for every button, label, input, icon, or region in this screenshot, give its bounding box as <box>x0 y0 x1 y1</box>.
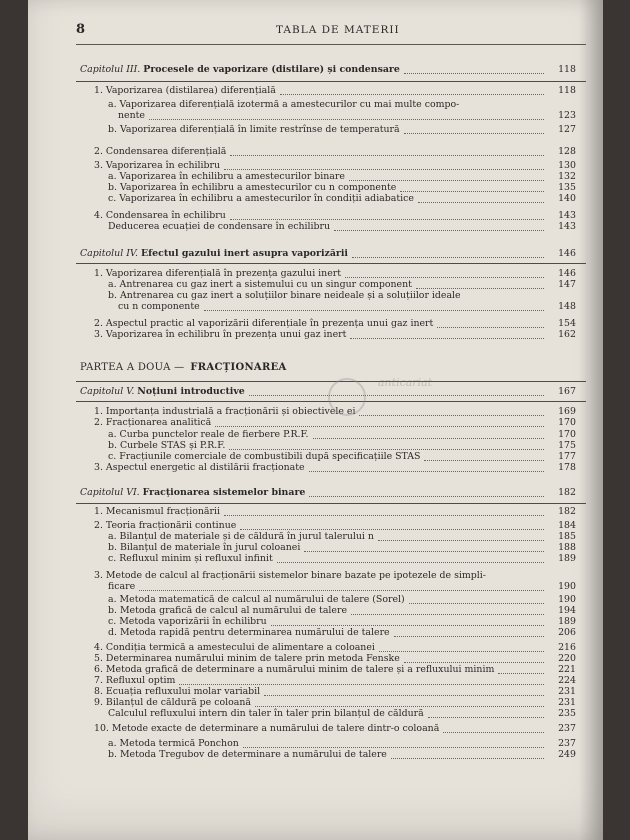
toc-entry-text: Deducerea ecuației de condensare în echilibru <box>108 221 331 232</box>
toc-entry <box>94 210 226 221</box>
toc-entry-text: b. Bilanțul de materiale în jurul coloanei <box>108 542 301 553</box>
leader-dots <box>352 246 544 258</box>
toc-entry-text: 1. Mecanismul fracționării <box>94 506 220 517</box>
toc-page-number: 169 <box>558 406 576 417</box>
toc-page-number: 154 <box>558 318 576 329</box>
toc-entry-text: nente <box>118 110 145 121</box>
toc-page-number: 182 <box>558 487 576 498</box>
toc-page-number: 182 <box>558 506 576 517</box>
toc-entry <box>108 553 273 564</box>
leader-dots <box>277 551 544 563</box>
leader-dots <box>204 299 544 311</box>
toc-entry-text: b. Metoda Tregubov de determinare a numărului de talere <box>108 749 387 760</box>
toc-entry-text: a. Metoda matematică de calcul al numărului de talere (Sorel) <box>108 594 405 605</box>
toc-entry-text: cu n componente <box>118 301 200 312</box>
toc-page-number: 188 <box>558 542 576 553</box>
toc-entry-text: a. Vaporizarea diferențială izotermă a amestecurilor cu mai multe compo- <box>108 99 460 110</box>
toc-page-number: 231 <box>558 697 576 708</box>
toc-entry-text: 3. Metode de calcul al fracționării sistemelor binare bazate pe ipotezele de simpli- <box>94 570 486 581</box>
leader-dots <box>404 122 544 134</box>
toc-page-number: 132 <box>558 171 576 182</box>
chapter-label: Capitolul V. <box>80 386 135 397</box>
toc-entry-text: 3. Aspectul energetic al distilării fracționate <box>94 462 305 473</box>
leader-dots <box>404 62 544 74</box>
chapter-heading <box>80 248 348 259</box>
toc-entry-text: 10. Metode exacte de determinare a numărului de talere dintr-o coloană <box>94 723 440 734</box>
toc-entry <box>108 708 424 719</box>
toc-entry <box>94 675 175 686</box>
toc-entry <box>108 616 267 627</box>
toc-page-number: 146 <box>558 248 576 259</box>
toc-page-number: 146 <box>558 268 576 279</box>
toc-entry <box>94 160 220 171</box>
toc-page-number: 178 <box>558 462 576 473</box>
toc-entry-text: d. Metoda rapidă pentru determinarea numărului de talere <box>108 627 390 638</box>
toc-page-number: 123 <box>558 110 576 121</box>
leader-dots <box>139 579 544 591</box>
leader-dots <box>416 277 544 289</box>
toc-entry-text: 8. Ecuația refluxului molar variabil <box>94 686 261 697</box>
chapter-title: Efectul gazului inert asupra vaporizării <box>141 248 348 259</box>
toc-page-number: 231 <box>558 686 576 697</box>
toc-page-number: 189 <box>558 616 576 627</box>
toc-page-number: 235 <box>558 708 576 719</box>
toc-entry-text: 5. Determinarea numărului minim de talere prin metoda Fenske <box>94 653 400 664</box>
toc-entry-text: b. Vaporizarea diferențială în limite restrînse de temperatură <box>108 124 400 135</box>
toc-entry-text: 9. Bilanțul de căldură pe coloană <box>94 697 251 708</box>
toc-page-number: 170 <box>558 417 576 428</box>
toc-entry <box>94 417 211 428</box>
toc-page-number: 175 <box>558 440 576 451</box>
toc-entry-text: 7. Refluxul optim <box>94 675 176 686</box>
toc-page-number: 118 <box>558 64 576 75</box>
toc-entry <box>94 520 236 531</box>
page-number: 8 <box>76 22 86 37</box>
toc-page-number: 135 <box>558 182 576 193</box>
book-page <box>28 0 603 840</box>
toc-entry <box>94 462 305 473</box>
toc-page-number: 206 <box>558 627 576 638</box>
chapter-heading <box>80 64 400 75</box>
leader-dots <box>224 504 544 516</box>
toc-entry <box>94 268 341 279</box>
toc-page-number: 237 <box>558 723 576 734</box>
watermark-logo <box>328 378 366 416</box>
toc-entry-text: 2. Fracționarea analitică <box>94 417 212 428</box>
toc-entry-text: c. Metoda vaporizării în echilibru <box>108 616 267 627</box>
toc-page-number: 221 <box>558 664 576 675</box>
toc-page-number: 185 <box>558 531 576 542</box>
toc-entry-text: 2. Teoria fracționării continue <box>94 520 237 531</box>
toc-entry <box>94 697 251 708</box>
leader-dots <box>391 747 544 759</box>
toc-page-number: 143 <box>558 210 576 221</box>
toc-entry-text: 4. Condiția termică a amestecului de alimentare a coloanei <box>94 642 375 653</box>
toc-page-number: 140 <box>558 193 576 204</box>
toc-entry <box>108 279 412 290</box>
leader-dots <box>443 721 544 733</box>
toc-entry <box>94 506 220 517</box>
toc-entry <box>108 440 225 451</box>
toc-entry-text: Calculul refluxului intern din taler în taler prin bilanțul de căldură <box>108 708 424 719</box>
toc-entry <box>108 749 387 760</box>
chapter-heading <box>80 487 305 498</box>
chapter-label: Capitolul VI. <box>80 487 140 498</box>
toc-page-number: 249 <box>558 749 576 760</box>
toc-page-number: 147 <box>558 279 576 290</box>
leader-dots <box>309 460 544 472</box>
toc-entry-text: 1. Vaporizarea diferențială în prezența gazului inert <box>94 268 342 279</box>
toc-page-number: 148 <box>558 301 576 312</box>
toc-page-number: 162 <box>558 329 576 340</box>
chapter-title: Procesele de vaporizare (distilare) și condensare <box>143 64 400 75</box>
toc-entry <box>94 723 439 734</box>
toc-entry-text: 3. Vaporizarea în echilibru în prezența unui gaz inert <box>94 329 347 340</box>
toc-entry-text: a. Antrenarea cu gaz inert a sistemului cu un singur component <box>108 279 412 290</box>
leader-dots <box>428 706 544 718</box>
toc-entry <box>108 221 330 232</box>
toc-entry <box>108 193 414 204</box>
chapter-title: Fracționarea sistemelor binare <box>142 487 306 498</box>
part-label: PARTEA A DOUA — <box>80 362 185 373</box>
toc-page-number: 194 <box>558 605 576 616</box>
leader-dots <box>280 83 544 95</box>
toc-page-number: 167 <box>558 386 576 397</box>
toc-page-number: 190 <box>558 581 576 592</box>
toc-page-number: 143 <box>558 221 576 232</box>
toc-entry <box>94 329 346 340</box>
leader-dots <box>394 625 544 637</box>
toc-entry <box>108 738 239 749</box>
toc-entry <box>108 627 390 638</box>
toc-entry-text: 3. Vaporizarea în echilibru <box>94 160 221 171</box>
toc-entry-text: c. Refluxul minim și refluxul infinit <box>108 553 273 564</box>
watermark <box>318 370 458 440</box>
toc-entry-text: b. Antrenarea cu gaz inert a soluțiilor binare neideale și a soluțiilor ideale <box>108 290 461 301</box>
toc-page-number: 190 <box>558 594 576 605</box>
toc-entry-text: 2. Aspectul practic al vaporizării diferențiale în prezența unui gaz inert <box>94 318 434 329</box>
toc-entry-text: 6. Metoda grafică de determinare a numărului minim de talere și a refluxului minim <box>94 664 495 675</box>
toc-entry-text: b. Metoda grafică de calcul al numărului de talere <box>108 605 347 616</box>
toc-entry <box>118 110 145 121</box>
toc-entry <box>94 85 276 96</box>
toc-page-number: 220 <box>558 653 576 664</box>
toc-entry-text: 4. Condensarea în echilibru <box>94 210 226 221</box>
leader-dots <box>230 144 544 156</box>
toc-entry <box>108 171 345 182</box>
chapter-title: Noțiuni introductive <box>137 386 245 397</box>
section-rule <box>76 81 586 82</box>
toc-entry-text: c. Vaporizarea în echilibru a amestecurilor în condiții adiabatice <box>108 193 414 204</box>
toc-entry-text: b. Vaporizarea în echilibru a amestecurilor cu n componente <box>108 182 397 193</box>
page-edge-shadow <box>579 0 603 840</box>
toc-page-number: 177 <box>558 451 576 462</box>
leader-dots <box>309 485 544 497</box>
part-heading <box>80 362 287 373</box>
page-title: TABLA DE MATERII <box>276 24 400 36</box>
toc-entry <box>108 581 135 592</box>
toc-entry-text: 1. Vaporizarea (distilarea) diferențială <box>94 85 276 96</box>
toc-entry <box>108 124 400 135</box>
leader-dots <box>350 327 544 339</box>
toc-entry-text: c. Fracțiunile comerciale de combustibili după specificațiile STAS <box>108 451 421 462</box>
toc-entry <box>94 642 375 653</box>
toc-entry <box>108 182 396 193</box>
chapter-label: Capitolul III. <box>80 64 141 75</box>
toc-entry-text: 2. Condensarea diferențială <box>94 146 227 157</box>
toc-page-number: 130 <box>558 160 576 171</box>
toc-entry-text: a. Curba punctelor reale de fierbere P.R.F. <box>108 429 309 440</box>
toc-entry-text: a. Metoda termică Ponchon <box>108 738 239 749</box>
toc-entry <box>94 146 226 157</box>
chapter-label: Capitolul IV. <box>80 248 139 259</box>
toc-entry <box>118 301 200 312</box>
toc-page-number: 128 <box>558 146 576 157</box>
page-header <box>76 18 586 45</box>
toc-entry-text: ficare <box>108 581 136 592</box>
toc-entry-text: b. Curbele STAS și P.R.F. <box>108 440 226 451</box>
toc-page-number: 224 <box>558 675 576 686</box>
toc-entry-text: 1. Importanța industrială a fracționării și obiectivele ei <box>94 406 356 417</box>
leader-dots <box>149 108 544 120</box>
leader-dots <box>418 191 544 203</box>
toc-page-number: 170 <box>558 429 576 440</box>
toc-page-number: 118 <box>558 85 576 96</box>
toc-page-number: 216 <box>558 642 576 653</box>
toc-page-number: 184 <box>558 520 576 531</box>
part-title: FRACȚIONAREA <box>190 362 287 373</box>
leader-dots <box>334 219 544 231</box>
toc-entry <box>108 542 300 553</box>
toc-page-number: 127 <box>558 124 576 135</box>
toc-page-number: 237 <box>558 738 576 749</box>
toc-entry-text: a. Bilanțul de materiale și de căldură în jurul talerului n <box>108 531 374 542</box>
watermark-text: anticariat <box>378 376 433 389</box>
toc-entry-text: a. Vaporizarea în echilibru a amestecurilor binare <box>108 171 345 182</box>
chapter-heading <box>80 386 245 397</box>
toc-entry <box>94 686 260 697</box>
section-rule <box>76 263 586 264</box>
toc-entry <box>94 653 400 664</box>
toc-page-number: 189 <box>558 553 576 564</box>
